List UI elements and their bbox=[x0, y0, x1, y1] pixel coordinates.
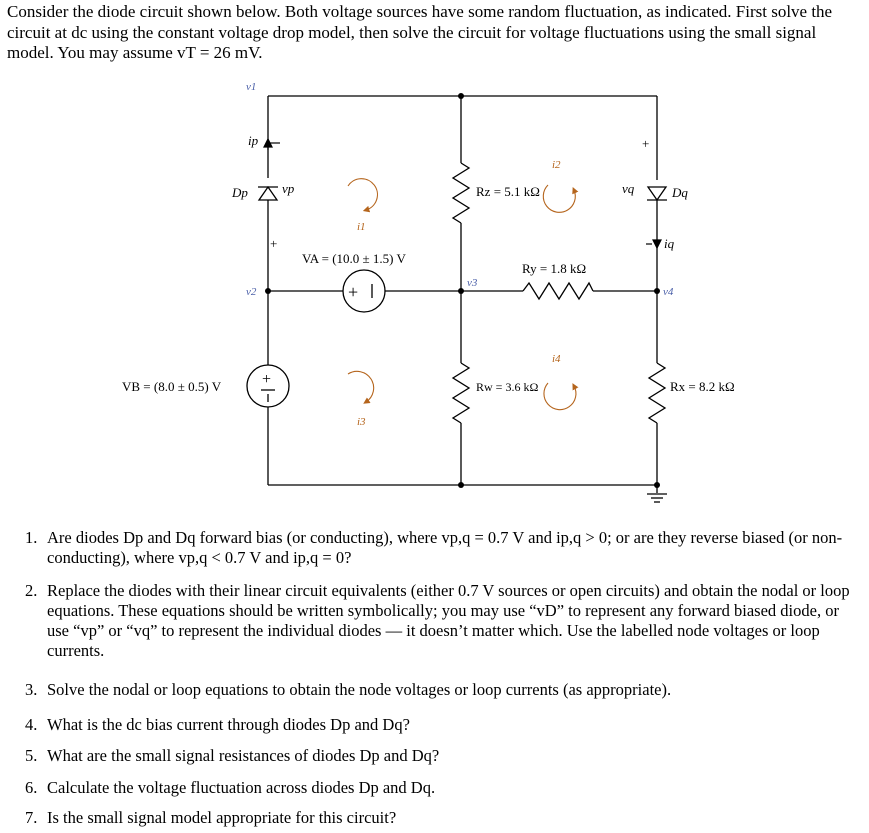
loop-i2-arrow bbox=[543, 185, 575, 212]
label-dp: Dp bbox=[232, 185, 248, 200]
loop-i1-arrow bbox=[348, 179, 377, 210]
label-vq: vq bbox=[622, 181, 635, 196]
label-i2: i2 bbox=[552, 159, 561, 171]
voltage-source-va-icon bbox=[343, 270, 385, 312]
current-iq-arrow bbox=[646, 240, 661, 248]
label-ry: Ry = 1.8 kΩ bbox=[522, 261, 587, 276]
diode-dq-icon bbox=[647, 187, 667, 200]
question-item bbox=[25, 680, 860, 700]
question-text: Is the small signal model appropriate for this circuit? bbox=[47, 808, 397, 827]
node-dot-bottom bbox=[458, 482, 464, 488]
label-i3: i3 bbox=[357, 416, 366, 428]
question-number: 5. bbox=[25, 746, 38, 765]
label-v3: v3 bbox=[467, 277, 478, 289]
label-vb: VB = (8.0 ± 0.5) V bbox=[122, 379, 222, 394]
question-number: 4. bbox=[25, 715, 38, 734]
question-item bbox=[25, 808, 860, 828]
label-i4: i4 bbox=[552, 353, 561, 365]
node-dot-v2 bbox=[265, 288, 271, 294]
question-number: 3. bbox=[25, 680, 38, 699]
loop-i3-arrow bbox=[348, 371, 374, 402]
node-dot-v3 bbox=[458, 288, 464, 294]
node-dot-bottom-right bbox=[654, 482, 660, 488]
label-dq: Dq bbox=[672, 185, 688, 200]
label-va: VA = (10.0 ± 1.5) V bbox=[302, 251, 406, 266]
label-v1: v1 bbox=[246, 81, 257, 93]
question-item bbox=[25, 778, 860, 798]
problem-statement: Consider the diode circuit shown below. Both voltage sources have some random fluctuation, as indicated. First solve the circuit at dc using the constant voltage drop model, then solve the circuit for voltage fluctuations using the small signal model. You may assume vT = 26 mV. bbox=[7, 2, 833, 62]
svg-text:+: + bbox=[348, 282, 359, 302]
question-text: Replace the diodes with their linear circuit equivalents (either 0.7 V sources or open circuits) and obtain the nodal or loop equations. These equations should be written symbolically; you may use “vD” to represent any forward biased diode, or use “vp” or “vq” to represent the individual diodes — it doesn’t matter which. Use the labelled node voltages or loop currents. bbox=[47, 581, 850, 660]
ground-icon bbox=[647, 494, 667, 502]
label-i1: i1 bbox=[357, 221, 366, 233]
resistor-rw-icon bbox=[453, 363, 469, 423]
question-number: 2. bbox=[25, 581, 38, 600]
node-dot-v4 bbox=[654, 288, 660, 294]
resistor-rz-icon bbox=[453, 163, 469, 223]
resistor-rx-icon bbox=[649, 363, 665, 423]
loop-i4-arrow bbox=[544, 383, 576, 410]
label-rw: Rw = 3.6 kΩ bbox=[476, 380, 539, 394]
question-number: 6. bbox=[25, 778, 38, 797]
question-item bbox=[25, 581, 860, 661]
label-v4: v4 bbox=[663, 286, 674, 298]
question-number: 1. bbox=[25, 528, 38, 547]
label-rz: Rz = 5.1 kΩ bbox=[476, 184, 540, 199]
resistor-ry-icon bbox=[523, 283, 593, 299]
question-text: Are diodes Dp and Dq forward bias (or conducting), where vp,q = 0.7 V and ip,q > 0; or are they reverse biased (or non-conducting), where vp,q < 0.7 V and ip,q = 0? bbox=[47, 528, 843, 567]
question-number: 7. bbox=[25, 808, 38, 827]
question-text: What is the dc bias current through diodes Dp and Dq? bbox=[47, 715, 410, 734]
node-dot-v1 bbox=[458, 93, 464, 99]
question-item bbox=[25, 715, 860, 735]
label-ip: ip bbox=[248, 133, 259, 148]
svg-text:+: + bbox=[262, 371, 272, 388]
label-iq: iq bbox=[664, 236, 675, 251]
question-text: What are the small signal resistances of diodes Dp and Dq? bbox=[47, 746, 440, 765]
current-ip-arrow bbox=[264, 139, 280, 150]
label-v2: v2 bbox=[246, 286, 257, 298]
question-item bbox=[25, 746, 860, 766]
label-vp-plus: + bbox=[270, 236, 278, 251]
diode-dp-icon bbox=[258, 187, 278, 200]
circuit-diagram bbox=[0, 76, 869, 506]
voltage-source-vb-icon bbox=[247, 365, 289, 407]
label-vq-plus: + bbox=[642, 136, 650, 151]
question-item bbox=[25, 528, 860, 568]
label-rx: Rx = 8.2 kΩ bbox=[670, 379, 735, 394]
question-text: Calculate the voltage fluctuation across diodes Dp and Dq. bbox=[47, 778, 436, 797]
label-vp: vp bbox=[282, 181, 295, 196]
question-text: Solve the nodal or loop equations to obtain the node voltages or loop currents (as appropriate). bbox=[47, 680, 672, 699]
